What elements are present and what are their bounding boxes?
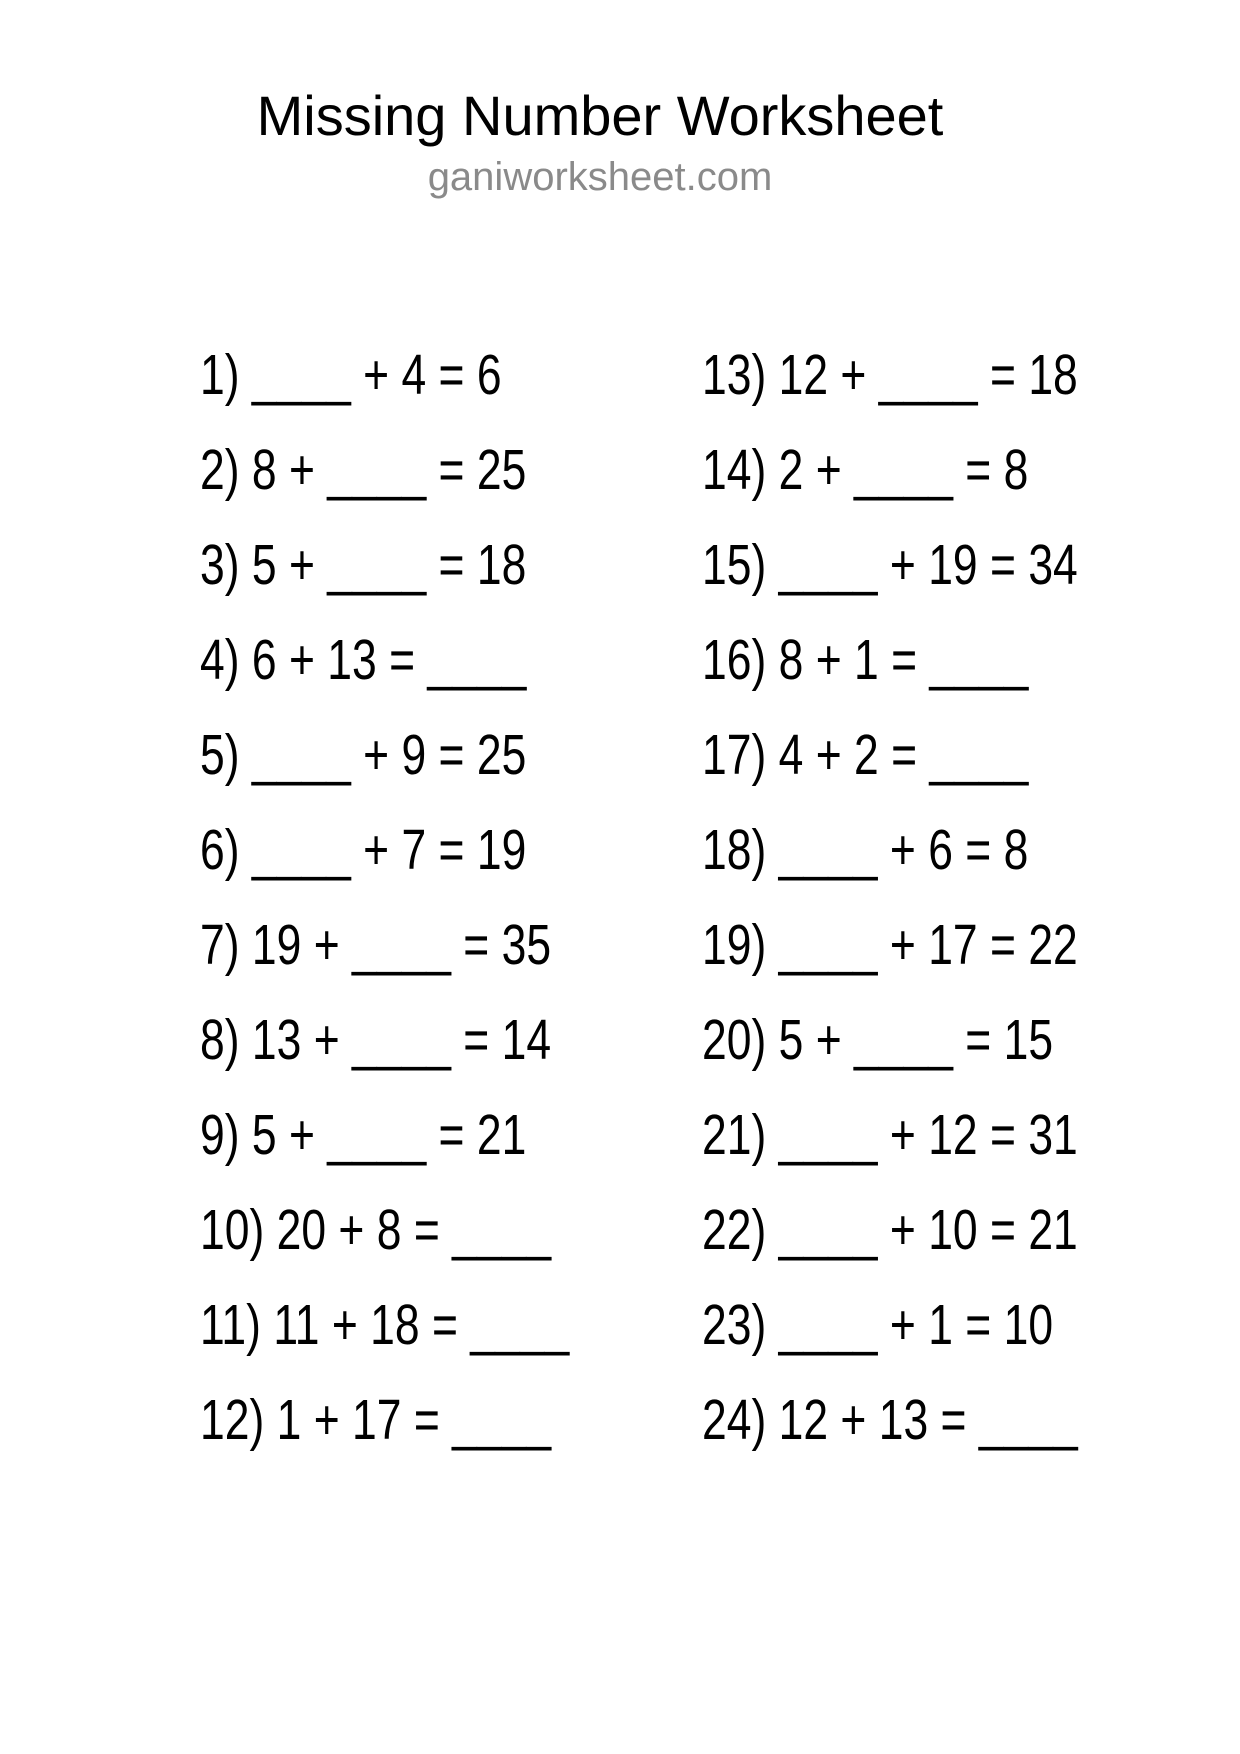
problem-row-8: [200, 1008, 592, 1072]
problem-number: 18): [702, 818, 779, 882]
problem-row-17: [702, 723, 1078, 787]
problem-expression: ____ + 9 = 25: [251, 723, 527, 787]
problem-expression: ____ + 19 = 34: [778, 533, 1078, 597]
problem-number: 19): [702, 913, 779, 977]
problem-row-22: [702, 1198, 1078, 1262]
problems-column-left: [200, 343, 702, 1452]
problem-expression: 12 + ____ = 18: [778, 343, 1078, 407]
problem-row-14: [702, 438, 1078, 502]
problem-expression: ____ + 4 = 6: [251, 343, 502, 407]
problem-number: 23): [702, 1293, 779, 1357]
problem-number: 10): [200, 1198, 277, 1262]
problem-row-18: [702, 818, 1078, 882]
problem-number: 1): [200, 343, 252, 407]
problem-number: 5): [200, 723, 252, 787]
problem-number: 16): [702, 628, 779, 692]
problem-row-20: [702, 1008, 1078, 1072]
problem-number: 4): [200, 628, 252, 692]
problem-row-23: [702, 1293, 1078, 1357]
problem-number: 13): [702, 343, 779, 407]
problem-expression: 13 + ____ = 14: [251, 1008, 552, 1072]
problem-number: 17): [702, 723, 779, 787]
problem-row-16: [702, 628, 1078, 692]
problem-row-24: [702, 1388, 1078, 1452]
worksheet-page: [0, 84, 1240, 1754]
problem-row-4: [200, 628, 592, 692]
problem-expression: ____ + 7 = 19: [251, 818, 527, 882]
problem-row-6: [200, 818, 592, 882]
problem-expression: 11 + 18 = ____: [273, 1293, 570, 1357]
problem-number: 22): [702, 1198, 779, 1262]
problem-expression: ____ + 12 = 31: [778, 1103, 1078, 1167]
problem-expression: 5 + ____ = 15: [778, 1008, 1054, 1072]
problem-row-1: [200, 343, 592, 407]
problem-row-3: [200, 533, 592, 597]
problem-number: 11): [200, 1293, 274, 1357]
problems-grid: [0, 343, 1240, 1452]
problem-number: 3): [200, 533, 252, 597]
problem-row-13: [702, 343, 1078, 407]
problem-number: 8): [200, 1008, 252, 1072]
problem-number: 24): [702, 1388, 779, 1452]
problem-expression: 20 + 8 = ____: [276, 1198, 552, 1262]
problem-expression: ____ + 17 = 22: [778, 913, 1078, 977]
problem-number: 2): [200, 438, 252, 502]
problem-expression: 5 + ____ = 18: [251, 533, 527, 597]
problem-row-10: [200, 1198, 592, 1262]
problem-row-12: [200, 1388, 592, 1452]
problem-number: 12): [200, 1388, 277, 1452]
problem-row-9: [200, 1103, 592, 1167]
problem-number: 15): [702, 533, 779, 597]
problem-expression: 4 + 2 = ____: [778, 723, 1029, 787]
problems-column-right: [702, 343, 1184, 1452]
problem-expression: ____ + 1 = 10: [778, 1293, 1054, 1357]
problem-expression: 19 + ____ = 35: [251, 913, 552, 977]
problem-row-2: [200, 438, 592, 502]
problem-expression: 8 + ____ = 25: [251, 438, 527, 502]
site-watermark: ganiworksheet.com: [427, 155, 773, 199]
problem-row-19: [702, 913, 1078, 977]
problem-expression: 6 + 13 = ____: [251, 628, 527, 692]
problem-row-15: [702, 533, 1078, 597]
problem-expression: 12 + 13 = ____: [778, 1388, 1078, 1452]
problem-number: 14): [702, 438, 779, 502]
worksheet-header: [0, 84, 1240, 200]
problem-expression: ____ + 6 = 8: [778, 818, 1029, 882]
problem-number: 9): [200, 1103, 252, 1167]
problem-number: 20): [702, 1008, 779, 1072]
problem-row-5: [200, 723, 592, 787]
problem-number: 21): [702, 1103, 779, 1167]
problem-number: 7): [200, 913, 252, 977]
problem-row-21: [702, 1103, 1078, 1167]
problem-expression: 5 + ____ = 21: [251, 1103, 527, 1167]
problem-number: 6): [200, 818, 252, 882]
problem-row-7: [200, 913, 592, 977]
problem-expression: ____ + 10 = 21: [778, 1198, 1078, 1262]
page-title: Missing Number Worksheet: [256, 84, 944, 147]
problem-expression: 8 + 1 = ____: [778, 628, 1029, 692]
problem-expression: 2 + ____ = 8: [778, 438, 1029, 502]
problem-expression: 1 + 17 = ____: [276, 1388, 552, 1452]
problem-row-11: [200, 1293, 592, 1357]
